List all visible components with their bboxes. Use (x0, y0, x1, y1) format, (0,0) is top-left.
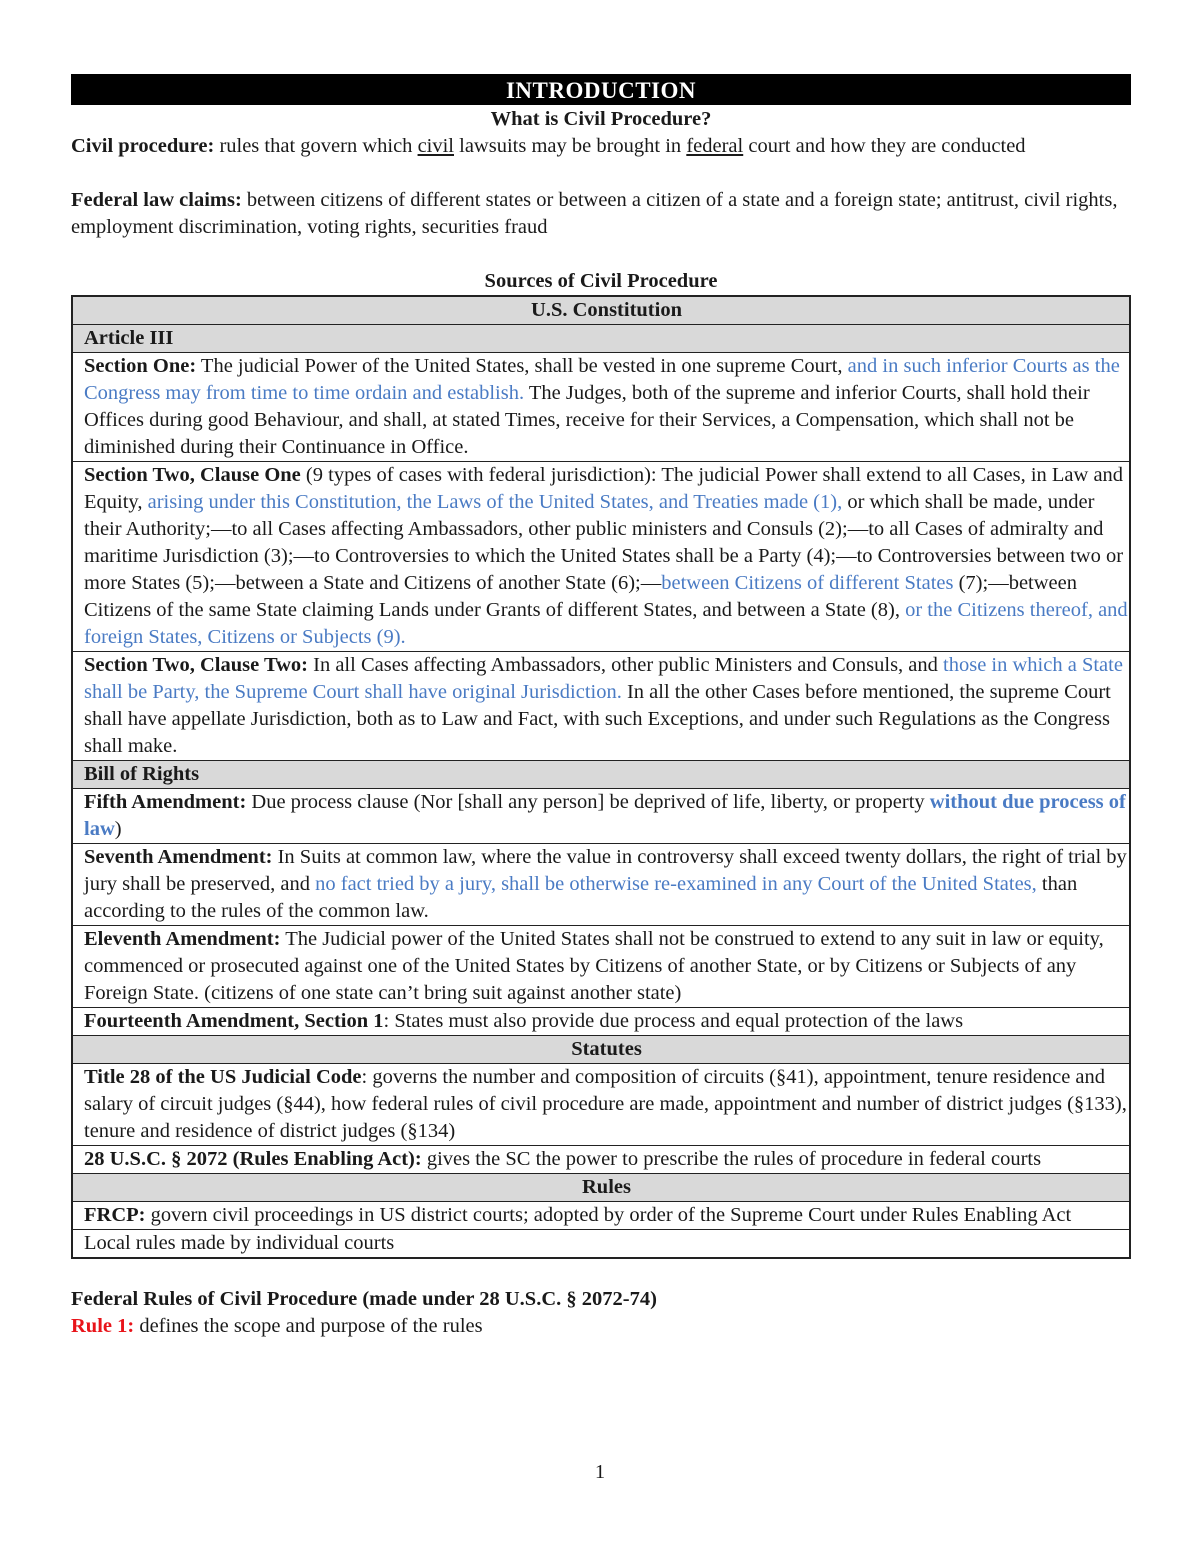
definition-text: between citizens of different states or between a citizen of a state and a foreign state; antitrust, civil rights, employment discrimination, voting rights, securities fraud (71, 189, 1118, 238)
civil-procedure-definition (71, 133, 1131, 160)
highlighted-text: between Citizens of different States (661, 572, 954, 594)
table-subheader-article-iii: Article III (72, 325, 1130, 353)
row-fifth-amendment (72, 789, 1130, 844)
federal-law-claims-definition (71, 187, 1131, 241)
row-text: The Judges, both of the supreme and inferior Courts, shall hold their Offices during good Behaviour, and shall, at stated Times, receive for their Services, a Compensation, which shall not be diminished during their Continuance in Office. (84, 382, 1090, 458)
row-text: Due process clause (Nor [shall any person] be deprived of life, liberty, or property (246, 791, 930, 813)
row-text: : governs the number and composition of circuits (§41), appointment, tenure residence and salary of circuit judges (§44), how federal rules of civil procedure are made, appointment and number of district judges (§133), tenure and residence of district judges (§134) (84, 1066, 1127, 1142)
row-label: Title 28 of the US Judicial Code (84, 1066, 362, 1088)
section-banner: INTRODUCTION (71, 74, 1131, 105)
definition-text: rules that govern which (214, 135, 418, 157)
row-text: (7);—between Citizens of the same State claiming Lands under Grants of different States, and between a State (8), (84, 572, 1078, 621)
row-label: 28 U.S.C. § 2072 (Rules Enabling Act): (84, 1148, 422, 1170)
section-subtitle: What is Civil Procedure? (490, 108, 712, 130)
federal-law-claims-term: Federal law claims: (71, 189, 242, 211)
definition-text: court and how they are conducted (743, 135, 1026, 157)
frcp-heading (71, 1286, 1131, 1313)
table-header-constitution: U.S. Constitution (72, 296, 1130, 325)
row-text: govern civil proceedings in US district courts; adopted by order of the Supreme Court under Rules Enabling Act (145, 1204, 1072, 1226)
row-label: Section Two, Clause Two: (84, 654, 308, 676)
row-text: The Judicial power of the United States shall not be construed to extend to any suit in law or equity, commenced or prosecuted against one of the United States by Citizens of another State, or by Citizens or Subjects of any Foreign State. (citizens of one state can’t bring suit against another state) (84, 928, 1104, 1004)
rule-1-text: defines the scope and purpose of the rules (134, 1315, 483, 1337)
row-text: (9 types of cases with federal jurisdiction): The judicial Power shall extend to all Cases, in Law and Equity, (84, 464, 1124, 513)
highlighted-text: or the Citizens thereof, and foreign States, Citizens or Subjects (9). (84, 599, 1128, 648)
row-label: Fifth Amendment: (84, 791, 247, 813)
row-eleventh-amendment (72, 926, 1130, 1008)
highlighted-text: those in which a State shall be Party, the Supreme Court shall have original Jurisdiction. (84, 654, 1123, 703)
page-number: 1 (594, 1461, 606, 1483)
row-text: than according to the rules of the common law. (84, 873, 1078, 922)
highlighted-text: arising under this Constitution, the Laws of the United States, and Treaties made (1), (147, 491, 843, 513)
row-text: The judicial Power of the United States, shall be vested in one supreme Court, (196, 355, 848, 377)
row-label: Fourteenth Amendment, Section 1 (84, 1010, 384, 1032)
row-section-two-clause-one (72, 462, 1130, 652)
row-section-one (72, 353, 1130, 462)
rule-1-line (71, 1313, 1131, 1340)
row-seventh-amendment (72, 844, 1130, 926)
row-label: Section Two, Clause One (84, 464, 301, 486)
row-label: FRCP: (84, 1204, 146, 1226)
row-text: In all Cases affecting Ambassadors, other public Ministers and Consuls, and (308, 654, 944, 676)
row-section-two-clause-two (72, 652, 1130, 761)
row-local-rules: Local rules made by individual courts (72, 1230, 1130, 1259)
sources-table (71, 295, 1131, 1259)
row-title-28 (72, 1064, 1130, 1146)
row-text: In Suits at common law, where the value in controversy shall exceed twenty dollars, the right of trial by jury shall be preserved, and (84, 846, 1127, 895)
row-text: In all the other Cases before mentioned, the supreme Court shall have appellate Jurisdiction, both as to Law and Fact, with such Exceptions, and under such Regulations as the Congress shall make. (84, 681, 1111, 757)
row-label: Seventh Amendment: (84, 846, 273, 868)
row-fourteenth-amendment (72, 1008, 1130, 1036)
highlighted-text: and in such inferior Courts as the Congress may from time to time ordain and establish. (84, 355, 1120, 404)
table-title: Sources of Civil Procedure (484, 270, 718, 292)
row-text: or which shall be made, under their Authority;—to all Cases affecting Ambassadors, other public ministers and Consuls (2);—to all Cases of admiralty and maritime Jurisdiction (3);—to Controversies to which the United States shall be a Party (4);—to Controversies between two or more States (5);—between a State and Citizens of another State (6);— (84, 491, 1124, 594)
underlined-civil: civil (417, 135, 454, 157)
row-text: gives the SC the power to prescribe the rules of procedure in federal courts (421, 1148, 1042, 1170)
highlighted-text: without due process of law (84, 791, 1126, 840)
row-text: ) (114, 818, 122, 840)
row-label: Section One: (84, 355, 197, 377)
table-header-statutes: Statutes (72, 1036, 1130, 1064)
underlined-federal: federal (686, 135, 744, 157)
frcp-heading-text: Federal Rules of Civil Procedure (made under 28 U.S.C. § 2072-74) (71, 1288, 657, 1310)
row-text: : States must also provide due process and equal protection of the laws (383, 1010, 964, 1032)
rule-1-label: Rule 1: (71, 1315, 135, 1337)
highlighted-text: no fact tried by a jury, shall be otherwise re-examined in any Court of the United States, (315, 873, 1037, 895)
definition-text: lawsuits may be brought in (454, 135, 687, 157)
table-subheader-bill-of-rights: Bill of Rights (72, 761, 1130, 789)
civil-procedure-term: Civil procedure: (71, 135, 215, 157)
table-header-rules: Rules (72, 1174, 1130, 1202)
row-frcp (72, 1202, 1130, 1230)
page-content (71, 74, 1131, 1340)
row-label: Eleventh Amendment: (84, 928, 281, 950)
row-rules-enabling-act (72, 1146, 1130, 1174)
